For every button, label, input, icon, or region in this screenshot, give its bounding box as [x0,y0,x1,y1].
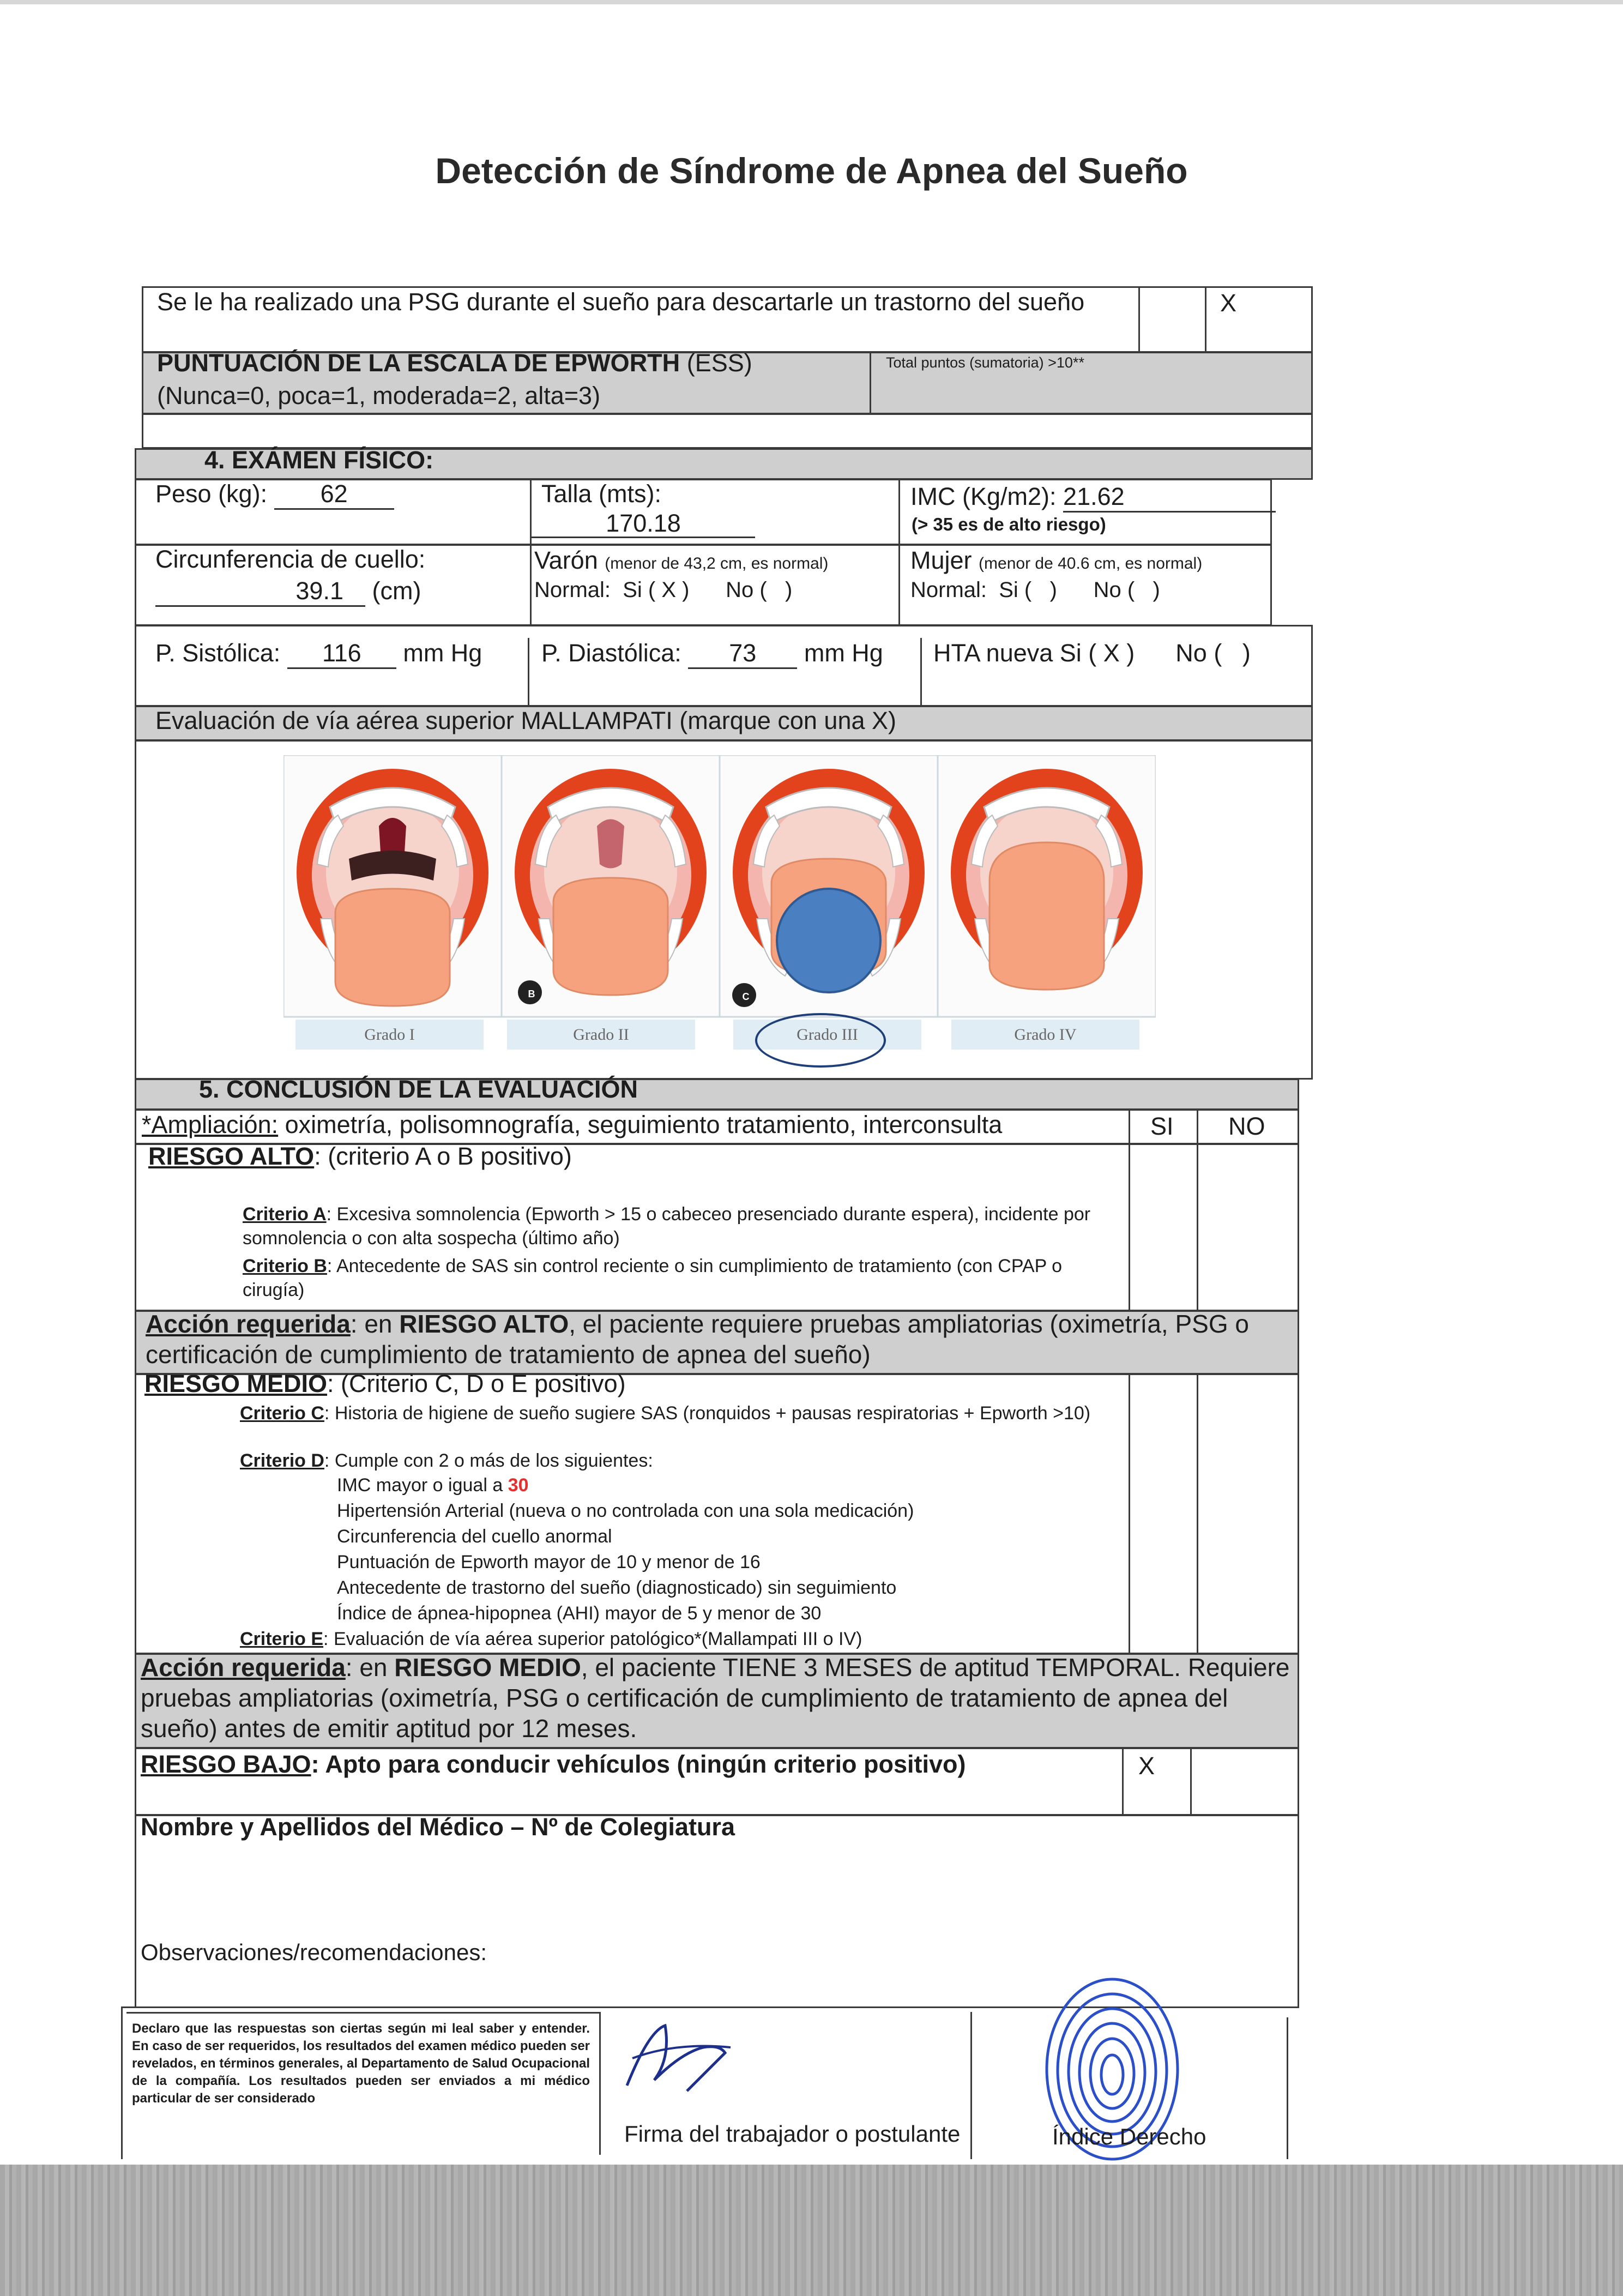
declaration-text: Declaro que las respuestas son ciertas según mi leal saber y entender. En caso de ser requeridos, los resultados del examen médico pueden ser revelados, en términos generales, al Departamento de Salud Ocupacional de la compañía. Los resultados pueden ser enviados a mi médico particular de ser considerado [132,2021,590,2106]
cuello-value[interactable]: 39.1 [155,577,365,607]
grado-4-label[interactable]: Grado IV [951,1020,1139,1050]
riesgo-alto-heading [148,1142,572,1171]
grado-3-label[interactable]: Grado III [733,1020,921,1050]
epworth-abbr: (ESS) [686,349,752,377]
epworth-divider [870,352,871,414]
accion-medio-text [141,1652,1296,1744]
si-header: SI [1150,1112,1174,1140]
criterio-b-label: Criterio B [243,1256,327,1276]
criterio-c-text: : Historia de higiene de sueño sugiere SAS (ronquidos + pausas respiratorias + Epworth >10) [324,1403,1091,1424]
mujer-heading [910,546,1202,578]
mujer-note: (menor de 40.6 cm, es normal) [979,555,1203,573]
psg-question: Se le ha realizado una PSG durante el sueño para descartarle un trastorno del sueño [157,288,1085,316]
mallampati-grado-2-image[interactable] [502,755,720,1017]
peso-field [155,480,394,510]
criterio-b [243,1254,1126,1302]
epworth-total: Total puntos (sumatoria) >10** [886,354,1084,371]
sistolica-label: P. Sistólica: [155,639,281,667]
criterio-c [240,1401,1123,1425]
riesgo-medio-heading [144,1370,626,1398]
criterio-d-item-3: Puntuación de Epworth mayor de 10 y menor de 16 [337,1552,761,1572]
diastolica-value[interactable]: 73 [688,639,797,669]
accion-alto-2: , el paciente requiere pruebas ampliatorias (oximetría, PSG o certificación de cumplimiento de tratamiento de apnea del sueño) [146,1310,1249,1369]
epworth-title-text: PUNTUACIÓN DE LA ESCALA DE EPWORTH [157,349,680,377]
varon-note: (menor de 43,2 cm, es normal) [605,555,829,573]
firma-label[interactable]: Firma del trabajador o postulante [624,2121,961,2147]
accion-medio-1: : en [345,1653,395,1682]
criterio-d-item-2: Circunferencia del cuello anormal [337,1526,612,1547]
medio-no-col-div [1197,1373,1198,1654]
criterio-e-label: Criterio E [240,1629,324,1649]
mujer-label: Mujer [910,546,972,574]
accion-alto-text [146,1309,1296,1370]
signature-drawing [616,2009,741,2102]
imc-label: IMC (Kg/m2): [910,483,1057,510]
bajo-no-div [1190,1747,1192,1816]
cuello-unit: (cm) [372,577,421,605]
criterio-b-text: : Antecedente de SAS sin control reciente o sin cumplimiento de tratamiento (con CPAP o cirugía) [243,1256,1063,1300]
accion-alto-bold: RIESGO ALTO [399,1310,569,1338]
firma-divider [970,2012,972,2159]
cuello-label: Circunferencia de cuello: [155,545,426,573]
riesgo-alto-rest: : (criterio A o B positivo) [314,1142,572,1170]
criterio-d-item-1: Hipertensión Arterial (nueva o no controlada con una sola medicación) [337,1500,914,1521]
sistolica-value[interactable]: 116 [287,639,396,669]
riesgo-alto-title: RIESGO ALTO [148,1142,315,1170]
imc-value[interactable]: 21.62 [1063,483,1276,513]
observaciones-label[interactable]: Observaciones/recomendaciones: [141,1939,487,1965]
criterio-a [243,1202,1126,1250]
criterio-d-label: Criterio D [240,1450,324,1471]
peso-value[interactable]: 62 [274,480,394,510]
accion-alto-label: Acción requerida [146,1310,351,1338]
riesgo-medio-title: RIESGO MEDIO [144,1370,328,1397]
conclusion-section-title: 5. CONCLUSIÓN DE LA EVALUACIÓN [199,1075,638,1103]
epworth-title [157,349,752,377]
riesgo-bajo-title: RIESGO BAJO [141,1750,311,1778]
epworth-scale: (Nunca=0, poca=1, moderada=2, alta=3) [157,382,601,409]
criterio-e-text: : Evaluación de vía aérea superior patológico*(Mallampati III o IV) [323,1629,862,1649]
sistolica-field [155,639,526,669]
mallampati-badge-c: C [742,991,750,1002]
riesgo-bajo-text [141,1750,966,1779]
criterio-a-label: Criterio A [243,1204,327,1225]
indice-label: Índice Derecho [1052,2124,1206,2149]
mallampati-grado-4-image[interactable] [938,755,1156,1017]
mallampati-grado-1-image[interactable] [283,755,502,1017]
diastolica-label: P. Diastólica: [541,639,681,667]
ampliacion-text [142,1111,1002,1139]
riesgo-medio-rest: : (Criterio C, D o E positivo) [327,1370,626,1397]
ampliacion-value: oximetría, polisomnografía, seguimiento tratamiento, interconsulta [278,1111,1003,1138]
exam-row-3-div-a [528,638,529,707]
psg-no-box[interactable] [1205,286,1206,353]
accion-medio-label: Acción requerida [141,1653,346,1682]
imc-note: (> 35 es de alto riesgo) [912,514,1106,534]
criterio-d [240,1449,653,1473]
scan-bottom-edge [0,2165,1623,2296]
exam-row-2-div-a [530,544,532,626]
riesgo-bajo-rest: : Apto para conducir vehículos (ningún criterio positivo) [311,1750,966,1778]
varon-normal[interactable]: Normal: Si ( X ) No ( ) [534,578,793,602]
criterio-d-imc-text: IMC mayor o igual a [337,1475,508,1496]
psg-mark: X [1220,289,1237,317]
peso-label: Peso (kg): [155,480,268,508]
criterio-d-imc [337,1473,529,1497]
accion-alto-1: : en [350,1310,400,1338]
talla-value[interactable]: 170.18 [532,510,755,538]
accion-medio-bold: RIESGO MEDIO [394,1653,581,1682]
scan-top-edge [0,0,1623,4]
varon-heading [534,546,828,578]
mujer-normal[interactable]: Normal: Si ( ) No ( ) [910,578,1160,602]
exam-row-1-div-b [898,479,900,545]
varon-label: Varón [534,546,598,574]
riesgo-bajo-mark[interactable]: X [1138,1752,1155,1780]
exam-row-3-div-b [920,638,922,707]
mallampati-grado-3-image[interactable] [720,755,938,1017]
medico-label: Nombre y Apellidos del Médico – Nº de Colegiatura [141,1813,735,1841]
epworth-blank-row [142,413,1313,449]
page-title: Detección de Síndrome de Apnea del Sueño [435,150,1188,191]
criterio-d-imc-value: 30 [508,1475,529,1496]
ampliacion-label: *Ampliación: [142,1111,279,1138]
mallampati-illustrations [283,755,1156,1060]
mallampati-label: Evaluación de vía aérea superior MALLAMPATI (marque con una X) [155,707,897,734]
criterio-d-text: : Cumple con 2 o más de los siguientes: [324,1450,653,1471]
medio-si-col-div [1129,1373,1130,1654]
talla-label: Talla (mts): [541,480,662,508]
criterio-d-item-4: Antecedente de trastorno del sueño (diagnosticado) sin seguimiento [337,1577,897,1598]
grado-1-label[interactable]: Grado I [295,1020,484,1050]
psg-yes-box[interactable] [1138,286,1140,353]
criterio-c-label: Criterio C [240,1403,324,1424]
diastolica-field [541,639,918,669]
mallampati-badge-b: B [528,989,535,999]
exam-row-2-div-b [898,544,900,626]
imc-field [910,483,1276,513]
bajo-si-div [1122,1747,1124,1816]
diastolica-unit: mm Hg [804,639,883,667]
accion-medio-2: , el paciente TIENE 3 MESES de aptitud TEMPORAL. Requiere pruebas ampliatorias (oximetría, PSG o certificación de cumplimiento de tratamiento de apnea del sueño) antes de emitir aptitud por 12 meses. [141,1653,1290,1743]
grado-2-label[interactable]: Grado II [507,1020,695,1050]
cuello-field [155,577,421,607]
exam-section-title: 4. EXÁMEN FÍSICO: [204,446,434,474]
criterio-d-item-5: Índice de ápnea-hipopnea (AHI) mayor de 5 y menor de 30 [337,1603,822,1624]
indice-right-border [1287,2017,1288,2159]
criterio-a-text: : Excesiva somnolencia (Epworth > 15 o cabeceo presenciado durante espera), incidente por somnolencia o con alta sospecha (último año) [243,1204,1091,1249]
grado-3-selection-circle [755,1013,886,1068]
no-header: NO [1228,1112,1265,1140]
sistolica-unit: mm Hg [403,639,482,667]
criterio-e [240,1627,862,1651]
hta-field[interactable]: HTA nueva Si ( X ) No ( ) [933,639,1251,667]
